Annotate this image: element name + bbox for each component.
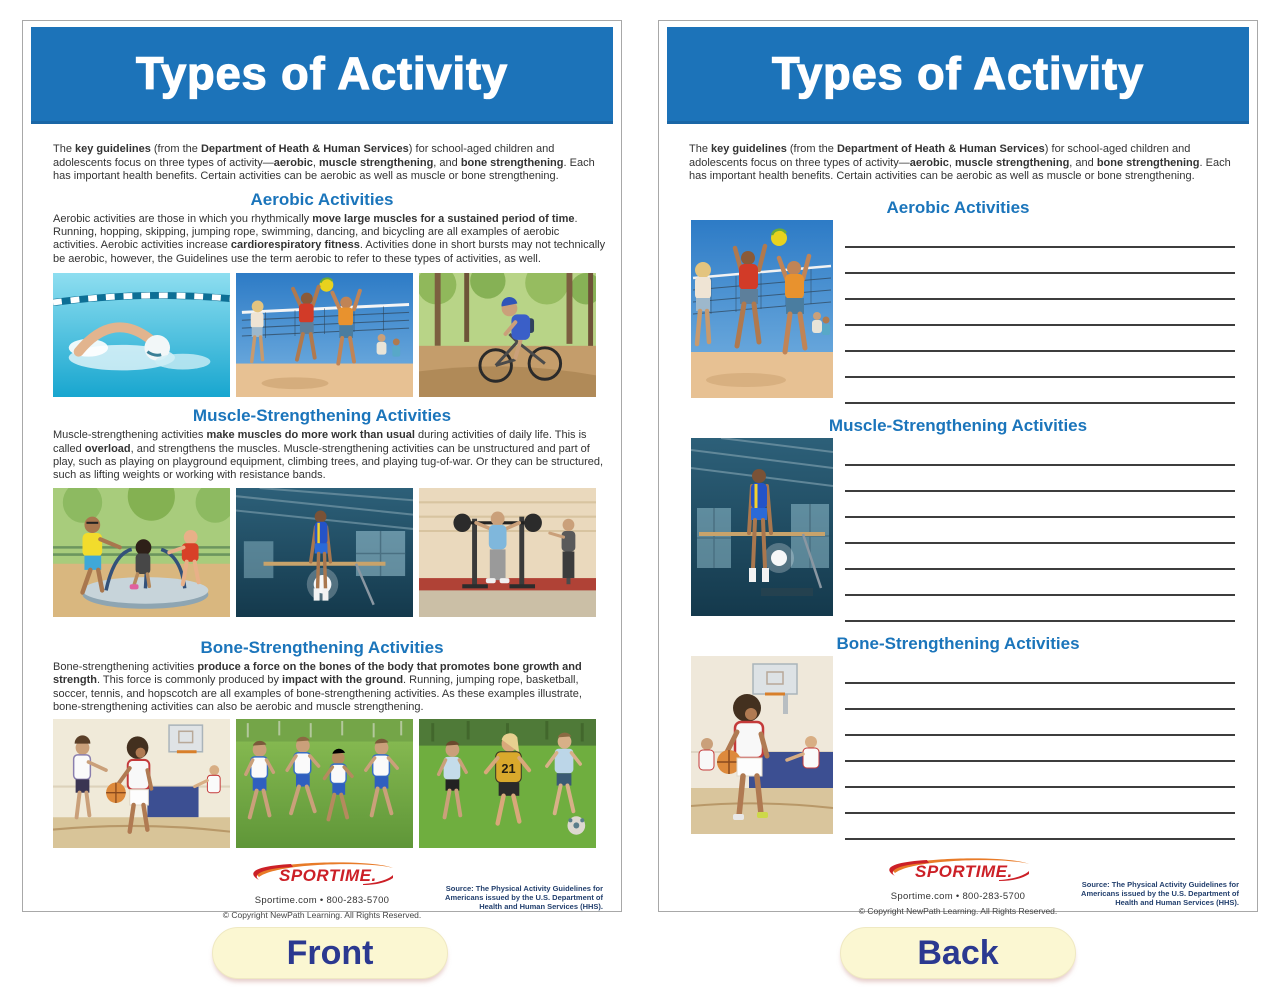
writing-line (845, 684, 1235, 710)
logo-text: SPORTIME. (279, 866, 377, 886)
heading-bone: Bone-Strengthening Activities (836, 633, 1080, 653)
intro-paragraph: The key guidelines (from the Department of Heath & Human Services) for school-aged children and adolescents focus on three types of activity—aerobic, muscle strengthening, and bone strengthening. Each has important health benefits. Certain activities can be aerobic as well as muscle or bone strengthening. (53, 143, 595, 182)
body-muscle: Muscle-strengthening activities make muscles do more work than usual during activities of daily life. This is called overload, and strengthens the muscles. Muscle-strengthening activities can be unstructured and part of play, such as playing on playground equipment, climbing trees, and playing tug-of-war. Or they can be structured, such as lifting weights or working with resistance bands. (53, 429, 604, 482)
logo-text: SPORTIME. (915, 861, 1013, 881)
writing-line (845, 300, 1235, 326)
poster-title: Types of Activity (135, 48, 509, 99)
sportime-logo (879, 854, 1037, 884)
photo-swimming (53, 273, 230, 397)
poster-footer (23, 858, 621, 920)
source-note: Source: The Physical Activity Guidelines for Americans issued by the U.S. Department of Health and Human Services (HHS). (1081, 879, 1239, 907)
writing-line (845, 274, 1235, 300)
writing-line (845, 248, 1235, 274)
writing-line (845, 788, 1235, 814)
writing-line (845, 710, 1235, 736)
copyright-line: © Copyright NewPath Learning. All Rights Reserved. (858, 905, 1058, 916)
heading-muscle: Muscle-Strengthening Activities (828, 415, 1088, 435)
back-section-aerobic (691, 220, 1235, 404)
poster-header (31, 27, 613, 124)
writing-line (845, 518, 1235, 544)
writing-line (845, 570, 1235, 596)
writing-line (845, 326, 1235, 352)
intro-paragraph: The key guidelines (from the Department of Heath & Human Services) for school-aged children and adolescents focus on three types of activity—aerobic, muscle strengthening, and bone strengthening. Each has important health benefits. Certain activities can be aerobic as well as muscle or bone strengthening. (689, 143, 1231, 182)
poster-header (667, 27, 1249, 124)
heading-aerobic: Aerobic Activities (250, 189, 394, 209)
heading-bone: Bone-Strengthening Activities (200, 637, 444, 657)
back-section-muscle (691, 438, 1235, 622)
poster-front (22, 20, 622, 921)
poster-title: Types of Activity (771, 48, 1145, 99)
writing-line (845, 440, 1235, 466)
writing-lines (845, 438, 1235, 622)
photo-gymnast-on-bar (236, 488, 413, 617)
photo-beach-volleyball (691, 220, 833, 398)
photo-soccer-girls (419, 719, 596, 848)
body-bone: Bone-strengthening activities produce a force on the bones of the body that promotes bone growth and strength. This force is commonly produced by impact with the ground. Running, jumping rope, basketball, soccer, tennis, and hopscotch are all examples of bone-strengthening activities. As these examples illustrate, bone-strengthening activities can also be aerobic and muscle strengthening. (53, 660, 582, 713)
writing-line (845, 762, 1235, 788)
writing-line (845, 466, 1235, 492)
writing-line (845, 222, 1235, 248)
writing-line (845, 736, 1235, 762)
writing-line (845, 352, 1235, 378)
photo-basketball-player (691, 656, 833, 834)
photo-soccer-boys (236, 719, 413, 848)
photo-gymnast-on-bar (691, 438, 833, 616)
copyright-line: © Copyright NewPath Learning. All Rights Reserved. (222, 910, 422, 921)
writing-line (845, 378, 1235, 404)
back-section-bone (691, 656, 1235, 840)
writing-lines (845, 656, 1235, 840)
poster-back (658, 20, 1258, 916)
writing-line (845, 814, 1235, 840)
poster-footer (659, 854, 1257, 916)
heading-aerobic: Aerobic Activities (886, 197, 1030, 217)
photo-playground-merry-go-round (53, 488, 230, 617)
writing-lines (845, 220, 1235, 404)
contact-line: Sportime.com • 800-283-5700 (890, 890, 1026, 902)
writing-line (845, 658, 1235, 684)
contact-line: Sportime.com • 800-283-5700 (254, 895, 390, 907)
photo-row-bone (53, 719, 596, 848)
back-view-button[interactable]: Back (840, 927, 1076, 979)
front-view-button[interactable]: Front (212, 927, 448, 979)
photo-basketball-game (53, 719, 230, 848)
jersey-number: 21 (501, 761, 516, 777)
photo-weight-lifting (419, 488, 596, 617)
photo-row-muscle (53, 488, 596, 617)
photo-beach-volleyball (236, 273, 413, 397)
photo-row-aerobic (53, 273, 596, 397)
heading-muscle: Muscle-Strengthening Activities (192, 406, 452, 426)
body-aerobic: Aerobic activities are those in which you rhythmically move large muscles for a sustained period of time. Running, hopping, skipping, jumping rope, swimming, dancing, and bicycling are all examples of aerobic activities. Aerobic activities increase cardiorespiratory fitness. Activities done in short bursts may not technically be aerobic, however, the Guidelines use the term aerobic to refer to these types of activities, as well. (53, 212, 606, 265)
writing-line (845, 596, 1235, 622)
writing-line (845, 544, 1235, 570)
sportime-logo (243, 858, 401, 888)
source-note: Source: The Physical Activity Guidelines for Americans issued by the U.S. Department of Health and Human Services (HHS). (445, 884, 603, 912)
photo-mountain-biking (419, 273, 596, 397)
writing-line (845, 492, 1235, 518)
